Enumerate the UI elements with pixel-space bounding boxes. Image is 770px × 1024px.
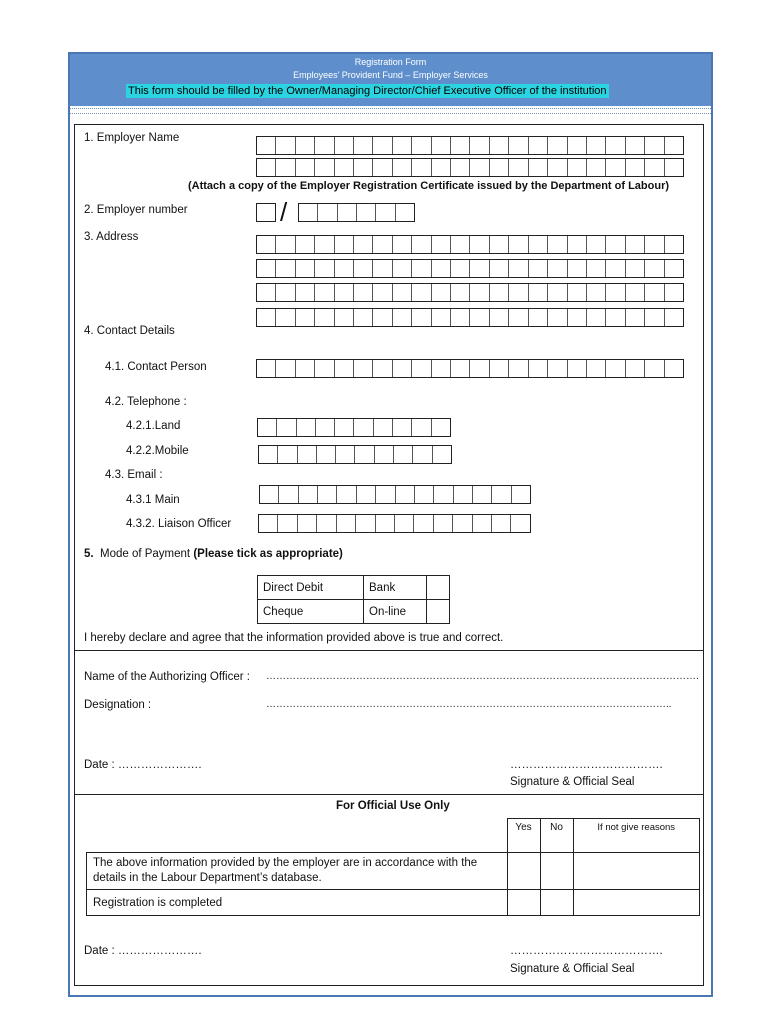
char-box[interactable] [432,236,451,253]
char-box[interactable] [299,486,318,503]
char-box[interactable] [451,309,470,326]
char-box[interactable] [278,446,297,463]
char-box[interactable] [470,284,489,301]
char-box[interactable] [373,309,392,326]
official-divider [74,794,704,795]
char-box[interactable] [276,309,295,326]
official-use-table [86,818,700,916]
form-title: Registration Form [354,57,427,67]
char-box[interactable] [296,309,315,326]
char-box[interactable] [337,515,356,532]
char-box[interactable] [258,419,277,436]
char-box[interactable] [354,137,373,154]
char-box[interactable] [357,486,376,503]
char-box[interactable] [373,284,392,301]
char-box[interactable] [665,260,683,277]
char-box[interactable] [529,236,548,253]
char-box[interactable] [626,137,645,154]
payment-cheque-label: Cheque [258,600,364,624]
char-box[interactable] [412,260,431,277]
employer-name-input-row2[interactable] [256,158,684,177]
char-box[interactable] [396,204,414,221]
char-box[interactable] [376,486,395,503]
char-box[interactable] [511,515,529,532]
char-box[interactable] [451,137,470,154]
address-label: 3. Address [84,231,139,243]
char-box[interactable] [276,284,295,301]
char-box[interactable] [626,236,645,253]
char-box[interactable] [432,360,451,377]
char-box[interactable] [509,309,528,326]
char-box[interactable] [412,159,431,176]
payment-label [84,548,343,560]
char-box[interactable] [473,486,492,503]
char-box[interactable] [665,284,683,301]
char-box[interactable] [432,260,451,277]
char-box[interactable] [335,137,354,154]
char-box[interactable] [665,309,683,326]
mobile-label: 4.2.2.Mobile [126,445,189,457]
char-box[interactable] [568,236,587,253]
char-box[interactable] [587,236,606,253]
payment-number: 5. [84,548,94,560]
char-box[interactable] [317,446,336,463]
char-box[interactable] [548,159,567,176]
char-box[interactable] [318,204,337,221]
char-box[interactable] [338,204,357,221]
char-box[interactable] [335,419,354,436]
char-box[interactable] [354,260,373,277]
char-box[interactable] [626,260,645,277]
signature-line[interactable]: …………………………………. [510,759,663,771]
char-box[interactable] [645,309,664,326]
char-box[interactable] [434,515,453,532]
char-box[interactable] [509,159,528,176]
char-box[interactable] [626,309,645,326]
char-box[interactable] [451,284,470,301]
char-box[interactable] [548,137,567,154]
official-col-yes: Yes [507,819,540,853]
employer-number-slash: / [280,197,288,227]
char-box[interactable] [606,360,625,377]
contact-details-label: 4. Contact Details [84,325,175,337]
char-box[interactable] [276,159,295,176]
char-box[interactable] [645,284,664,301]
char-box[interactable] [257,159,276,176]
official-row1-no-box[interactable] [540,853,573,890]
char-box[interactable] [451,236,470,253]
char-box[interactable] [568,137,587,154]
char-box[interactable] [548,309,567,326]
char-box[interactable] [492,515,511,532]
char-box[interactable] [296,284,315,301]
official-row2-no-box[interactable] [540,890,573,916]
char-box[interactable] [453,515,472,532]
char-box[interactable] [470,137,489,154]
char-box[interactable] [529,360,548,377]
char-box[interactable] [606,309,625,326]
payment-tick-box-bank[interactable] [427,576,450,600]
contact-person-input[interactable] [256,359,684,378]
char-box[interactable] [257,360,276,377]
official-use-title: For Official Use Only [336,800,450,812]
char-box[interactable] [412,284,431,301]
char-box[interactable] [606,260,625,277]
header-separator [70,108,711,114]
char-box[interactable] [335,236,354,253]
signature-label: Signature & Official Seal [510,776,635,788]
char-box[interactable] [393,137,412,154]
char-box[interactable] [587,159,606,176]
char-box[interactable] [257,309,276,326]
telephone-label: 4.2. Telephone : [105,396,187,408]
char-box[interactable] [394,446,413,463]
char-box[interactable] [393,309,412,326]
char-box[interactable] [473,515,492,532]
char-box[interactable] [395,515,414,532]
char-box[interactable] [665,159,683,176]
char-box[interactable] [373,360,392,377]
char-box[interactable] [412,137,431,154]
char-box[interactable] [376,515,395,532]
char-box[interactable] [606,284,625,301]
contact-person-label: 4.1. Contact Person [105,361,207,373]
official-row-registration-completed: Registration is completed [87,890,508,916]
char-box[interactable] [529,137,548,154]
official-date-field[interactable]: Date : …………………. [84,945,202,957]
char-box[interactable] [645,360,664,377]
official-col-no: No [540,819,573,853]
char-box[interactable] [509,260,528,277]
char-box[interactable] [276,236,295,253]
char-box[interactable] [315,309,334,326]
address-input-row3[interactable] [256,283,684,302]
char-box[interactable] [529,284,548,301]
char-box[interactable] [335,284,354,301]
char-box[interactable] [412,236,431,253]
char-box[interactable] [606,159,625,176]
attach-certificate-note: (Attach a copy of the Employer Registration Certificate issued by the Department of Labour) [188,180,670,192]
char-box[interactable] [665,137,683,154]
char-box[interactable] [296,236,315,253]
form-header [70,54,711,106]
char-box[interactable] [490,137,509,154]
char-box[interactable] [356,515,375,532]
char-box[interactable] [587,309,606,326]
payment-direct-debit-label: Direct Debit [258,576,364,600]
char-box[interactable] [568,309,587,326]
char-box[interactable] [433,446,451,463]
employer-name-input-row1[interactable] [256,136,684,155]
char-box[interactable] [470,236,489,253]
char-box[interactable] [315,137,334,154]
char-box[interactable] [529,309,548,326]
char-box[interactable] [260,486,279,503]
char-box[interactable] [376,204,395,221]
char-box[interactable] [509,236,528,253]
official-header-blank [87,819,508,853]
char-box[interactable] [257,204,275,221]
char-box[interactable] [315,236,334,253]
payment-note: (Please tick as appropriate) [193,548,343,560]
char-box[interactable] [279,486,298,503]
char-box[interactable] [645,236,664,253]
payment-table [257,575,450,624]
char-box[interactable] [259,515,278,532]
char-box[interactable] [509,360,528,377]
char-box[interactable] [645,159,664,176]
char-box[interactable] [470,159,489,176]
address-input-row4[interactable] [256,308,684,327]
char-box[interactable] [373,260,392,277]
designation-field[interactable]: ………………………………………………………………………………………………………….. [266,699,672,710]
char-box[interactable] [548,236,567,253]
char-box[interactable] [587,360,606,377]
char-box[interactable] [276,260,295,277]
char-box[interactable] [393,419,412,436]
char-box[interactable] [393,360,412,377]
char-box[interactable] [470,309,489,326]
char-box[interactable] [490,309,509,326]
char-box[interactable] [257,260,276,277]
authorizing-officer-field[interactable]: …………………………………………………………………………………………………………………. [266,671,699,682]
char-box[interactable] [568,260,587,277]
char-box[interactable] [451,159,470,176]
char-box[interactable] [355,446,374,463]
designation-label: Designation : [84,699,152,711]
char-box[interactable] [413,446,432,463]
char-box[interactable] [354,284,373,301]
char-box[interactable] [354,360,373,377]
char-box[interactable] [451,360,470,377]
payment-title: Mode of Payment [99,548,194,560]
email-main-input[interactable] [259,485,531,504]
email-liaison-label: 4.3.2. Liaison Officer [126,518,232,530]
char-box[interactable] [296,159,315,176]
official-row2-yes-box[interactable] [507,890,540,916]
char-box[interactable] [645,260,664,277]
form-subtitle: Employees’ Provident Fund – Employer Services [293,70,488,80]
char-box[interactable] [490,159,509,176]
char-box[interactable] [587,260,606,277]
char-box[interactable] [432,137,451,154]
char-box[interactable] [470,360,489,377]
char-box[interactable] [492,486,511,503]
date-field[interactable]: Date : …………………. [84,759,202,771]
char-box[interactable] [665,360,683,377]
char-box[interactable] [393,260,412,277]
char-box[interactable] [568,360,587,377]
char-box[interactable] [432,284,451,301]
official-signature-line[interactable]: …………………………………. [510,945,663,957]
char-box[interactable] [259,446,278,463]
authorizing-officer-label: Name of the Authorizing Officer : [84,671,250,683]
employer-number-label: 2. Employer number [84,204,188,216]
char-box[interactable] [529,159,548,176]
char-box[interactable] [412,309,431,326]
char-box[interactable] [357,204,376,221]
char-box[interactable] [626,284,645,301]
char-box[interactable] [335,360,354,377]
char-box[interactable] [396,486,415,503]
char-box[interactable] [412,360,431,377]
employer-number-prefix-input[interactable] [256,203,276,222]
char-box[interactable] [434,486,453,503]
char-box[interactable] [257,236,276,253]
official-row-database-check: The above information provided by the employer are in accordance with the details in the Labour Department’s database. [87,853,508,890]
payment-bank-label: Bank [364,576,427,600]
char-box[interactable] [296,360,315,377]
char-box[interactable] [337,486,356,503]
char-box[interactable] [373,159,392,176]
official-signature-label: Signature & Official Seal [510,963,635,975]
char-box[interactable] [568,159,587,176]
employer-number-input[interactable] [298,203,415,222]
address-input-row1[interactable] [256,235,684,254]
form-notice: This form should be filled by the Owner/Managing Director/Chief Executive Officer of the institution [128,85,607,97]
char-box[interactable] [490,360,509,377]
char-box[interactable] [317,515,336,532]
char-box[interactable] [665,236,683,253]
land-phone-input[interactable] [257,418,451,437]
declaration-text: I hereby declare and agree that the information provided above is true and correct. [84,632,504,644]
char-box[interactable] [490,284,509,301]
char-box[interactable] [490,260,509,277]
char-box[interactable] [318,486,337,503]
char-box[interactable] [373,236,392,253]
char-box[interactable] [315,159,334,176]
char-box[interactable] [335,309,354,326]
char-box[interactable] [454,486,473,503]
char-box[interactable] [451,260,470,277]
char-box[interactable] [415,486,434,503]
char-box[interactable] [315,284,334,301]
char-box[interactable] [412,419,431,436]
declaration-divider [74,650,704,651]
char-box[interactable] [257,284,276,301]
char-box[interactable] [335,159,354,176]
char-box[interactable] [626,360,645,377]
char-box[interactable] [512,486,530,503]
char-box[interactable] [393,159,412,176]
char-box[interactable] [606,137,625,154]
char-box[interactable] [529,260,548,277]
char-box[interactable] [335,260,354,277]
char-box[interactable] [645,137,664,154]
email-label: 4.3. Email : [105,469,163,481]
char-box[interactable] [548,260,567,277]
char-box[interactable] [276,137,295,154]
char-box[interactable] [490,236,509,253]
char-box[interactable] [509,284,528,301]
char-box[interactable] [393,236,412,253]
email-main-label: 4.3.1 Main [126,494,180,506]
address-input-row2[interactable] [256,259,684,278]
char-box[interactable] [276,360,295,377]
employer-name-label: 1. Employer Name [84,132,180,144]
char-box[interactable] [299,204,318,221]
payment-tick-box-online[interactable] [427,600,450,624]
char-box[interactable] [298,515,317,532]
char-box[interactable] [277,419,296,436]
char-box[interactable] [296,260,315,277]
char-box[interactable] [315,360,334,377]
char-box[interactable] [393,284,412,301]
official-row2-reason-box[interactable] [573,890,700,916]
char-box[interactable] [626,159,645,176]
char-box[interactable] [316,419,335,436]
email-liaison-input[interactable] [258,514,531,533]
char-box[interactable] [432,419,450,436]
char-box[interactable] [587,284,606,301]
official-row1-yes-box[interactable] [507,853,540,890]
char-box[interactable] [587,137,606,154]
char-box[interactable] [606,236,625,253]
char-box[interactable] [509,137,528,154]
char-box[interactable] [470,260,489,277]
char-box[interactable] [257,137,276,154]
char-box[interactable] [296,137,315,154]
char-box[interactable] [315,260,334,277]
official-col-reason: If not give reasons [573,819,700,853]
land-label: 4.2.1.Land [126,420,181,432]
char-box[interactable] [375,446,394,463]
char-box[interactable] [278,515,297,532]
char-box[interactable] [414,515,433,532]
official-row1-reason-box[interactable] [573,853,700,890]
char-box[interactable] [354,159,373,176]
mobile-phone-input[interactable] [258,445,452,464]
char-box[interactable] [336,446,355,463]
char-box[interactable] [354,309,373,326]
char-box[interactable] [354,419,373,436]
char-box[interactable] [548,360,567,377]
char-box[interactable] [432,159,451,176]
char-box[interactable] [354,236,373,253]
char-box[interactable] [548,284,567,301]
char-box[interactable] [297,419,316,436]
char-box[interactable] [432,309,451,326]
payment-online-label: On-line [364,600,427,624]
char-box[interactable] [568,284,587,301]
char-box[interactable] [374,419,393,436]
char-box[interactable] [298,446,317,463]
char-box[interactable] [373,137,392,154]
